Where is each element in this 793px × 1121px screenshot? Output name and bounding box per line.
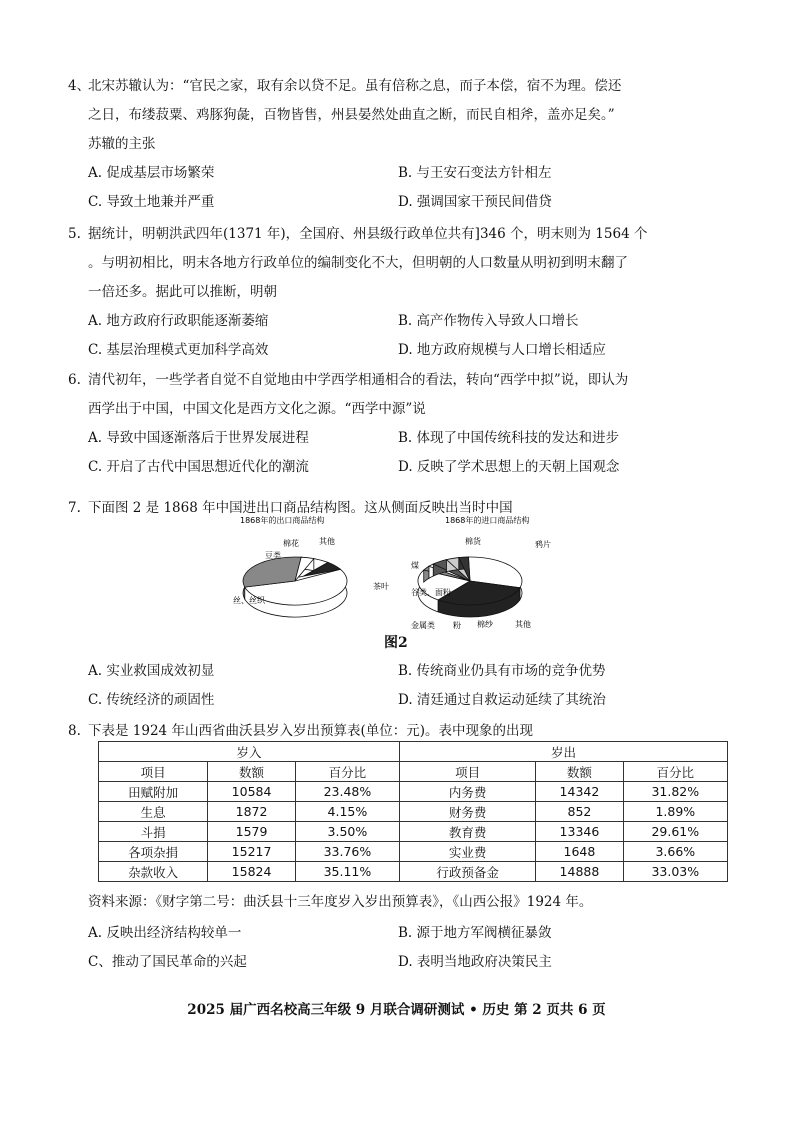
pie-label: 鸦片: [535, 540, 551, 549]
page-footer: 2025 届广西名校高三年级 9 月联合调研测试 • 历史 第 2 页共 6 页: [187, 1002, 606, 1018]
table-cell: 4.15%: [295, 802, 399, 822]
table-column-header: 项目: [400, 762, 536, 782]
chart-title: 1868年的出口商品结构: [240, 516, 325, 525]
question-number: 8.: [68, 723, 81, 739]
question-6: [68, 366, 728, 482]
table-row: [99, 842, 728, 862]
table-group-header: 岁出: [400, 742, 728, 762]
question-number: 7.: [68, 500, 81, 516]
option-d[interactable]: D. 清廷通过自救运动延续了其统治: [398, 692, 606, 708]
table-cell: 斗捐: [99, 822, 208, 842]
option-b[interactable]: B. 体现了中国传统科技的发达和进步: [398, 430, 620, 446]
option-c[interactable]: C. 导致土地兼并严重: [88, 194, 215, 210]
option-d[interactable]: D. 反映了学术思想上的天朝上国观念: [398, 459, 620, 475]
table-column-header: 项目: [99, 762, 208, 782]
question-text: 清代初年，一些学者自觉不自觉地由中学西学相通相合的看法，转向“西学中拟”说，即认为: [88, 372, 629, 388]
table-cell: 14342: [536, 782, 623, 802]
figure-caption: 图2: [384, 635, 408, 651]
table-cell: 3.50%: [295, 822, 399, 842]
table-row: [99, 862, 728, 882]
pie-label: 棉纱: [477, 620, 493, 629]
table-header-row: [99, 762, 728, 782]
question-text: 一倍还多。据此可以推断，明朝: [88, 284, 277, 300]
pie-label: 豆类: [265, 551, 281, 560]
option-d[interactable]: D. 地方政府规模与人口增长相适应: [398, 342, 606, 358]
option-c[interactable]: C. 基层治理模式更加科学高效: [88, 342, 269, 358]
option-c[interactable]: C. 传统经济的顽固性: [88, 692, 215, 708]
table-cell: 1872: [208, 802, 295, 822]
table-column-header: 数额: [536, 762, 623, 782]
pie-label: 谷类、面粉: [411, 588, 451, 597]
option-a[interactable]: A. 地方政府行政职能逐渐萎缩: [88, 313, 269, 329]
table-cell: 各项杂捐: [99, 842, 208, 862]
table-column-header: 百分比: [623, 762, 727, 782]
option-c[interactable]: C、推动了国民革命的兴起: [88, 954, 247, 970]
question-number: 6.: [68, 372, 81, 388]
question-text: 。与明初相比，明末各地方行政单位的编制变化不大，但明朝的人口数量从明初到明末翻了: [88, 255, 628, 271]
option-a[interactable]: A. 反映出经济结构较单一: [88, 925, 242, 941]
question-4: [68, 72, 728, 217]
pie-label: 棉货: [465, 537, 481, 546]
table-cell: 3.66%: [623, 842, 727, 862]
pie-label: 棉花: [283, 539, 299, 548]
option-a[interactable]: A. 导致中国逐渐落后于世界发展进程: [88, 430, 309, 446]
option-b[interactable]: B. 传统商业仍具有市场的竞争优势: [398, 663, 606, 679]
question-8-options: [68, 919, 728, 977]
table-cell: 1.89%: [623, 802, 727, 822]
option-b[interactable]: B. 源于地方军阀横征暴敛: [398, 925, 552, 941]
question-text: 苏辙的主张: [88, 136, 156, 152]
table-cell: 23.48%: [295, 782, 399, 802]
question-text: 据统计，明朝洪武四年(1371 年)，全国府、州县级行政单位共有]346 个，明末则为 1564 个: [88, 226, 648, 242]
table-cell: 14888: [536, 862, 623, 882]
budget-table: [98, 741, 728, 882]
option-a[interactable]: A. 实业救国成效初显: [88, 663, 215, 679]
question-text: 下表是 1924 年山西省曲沃县岁入岁出预算表(单位：元)。表中现象的出现: [88, 723, 533, 739]
option-d[interactable]: D. 强调国家干预民间借贷: [398, 194, 552, 210]
table-row: [99, 802, 728, 822]
pie-label: 茶叶: [373, 582, 389, 591]
pie-label: 金属类: [411, 621, 435, 630]
table-cell: 1579: [208, 822, 295, 842]
table-cell: 内务费: [400, 782, 536, 802]
table-row: [99, 782, 728, 802]
table-cell: 15217: [208, 842, 295, 862]
table-column-header: 百分比: [295, 762, 399, 782]
table-cell: 田赋附加: [99, 782, 208, 802]
pie-label: 煤: [411, 561, 419, 570]
table-group-header: 岁入: [99, 742, 400, 762]
table-cell: 33.76%: [295, 842, 399, 862]
table-cell: 852: [536, 802, 623, 822]
pie-label: 其他: [515, 620, 531, 629]
table-cell: 财务费: [400, 802, 536, 822]
option-c[interactable]: C. 开启了古代中国思想近代化的潮流: [88, 459, 309, 475]
option-b[interactable]: B. 高产作物传入导致人口增长: [398, 313, 579, 329]
question-text: 下面图 2 是 1868 年中国进出口商品结构图。这从侧面反映出当时中国: [88, 500, 513, 516]
table-cell: 10584: [208, 782, 295, 802]
pie-label: 丝、丝织: [233, 596, 265, 605]
question-7-options: [68, 657, 728, 715]
table-cell: 生息: [99, 802, 208, 822]
table-cell: 35.11%: [295, 862, 399, 882]
option-a[interactable]: A. 促成基层市场繁荣: [88, 165, 215, 181]
question-text: 之日，布缕菽粟、鸡豚狗彘，百物皆售，州县晏然处曲直之断，而民自相斧，盖亦足矣。”: [88, 107, 615, 123]
table-cell: 行政预备金: [400, 862, 536, 882]
pie-label: 其他: [319, 537, 335, 546]
table-row: [99, 822, 728, 842]
table-cell: 实业费: [400, 842, 536, 862]
question-text: 西学出于中国，中国文化是西方文化之源。“西学中源”说: [88, 401, 426, 417]
table-cell: 1648: [536, 842, 623, 862]
option-b[interactable]: B. 与王安石变法方针相左: [398, 165, 552, 181]
table-cell: 31.82%: [623, 782, 727, 802]
table-cell: 教育费: [400, 822, 536, 842]
question-number: 5.: [68, 226, 81, 242]
source-note: 资料来源：《财字第二号：曲沃县十三年度岁入岁出预算表》，《山西公报》1924 年。: [88, 894, 593, 910]
table-cell: 13346: [536, 822, 623, 842]
table-cell: 杂款收入: [99, 862, 208, 882]
table-cell: 33.03%: [623, 862, 727, 882]
table-cell: 15824: [208, 862, 295, 882]
option-d[interactable]: D. 表明当地政府决策民主: [398, 954, 552, 970]
pie-charts: [215, 515, 575, 635]
question-5: [68, 220, 728, 365]
table-column-header: 数额: [208, 762, 295, 782]
table-cell: 29.61%: [623, 822, 727, 842]
chart-title: 1868年的进口商品结构: [445, 516, 530, 525]
pie-label: 粉: [453, 621, 461, 630]
question-text: 北宋苏辙认为：“官民之家，取有余以贷不足。虽有倍称之息，而子本偿，宿不为理。偿还: [88, 78, 622, 94]
question-number: 4、: [68, 78, 91, 94]
